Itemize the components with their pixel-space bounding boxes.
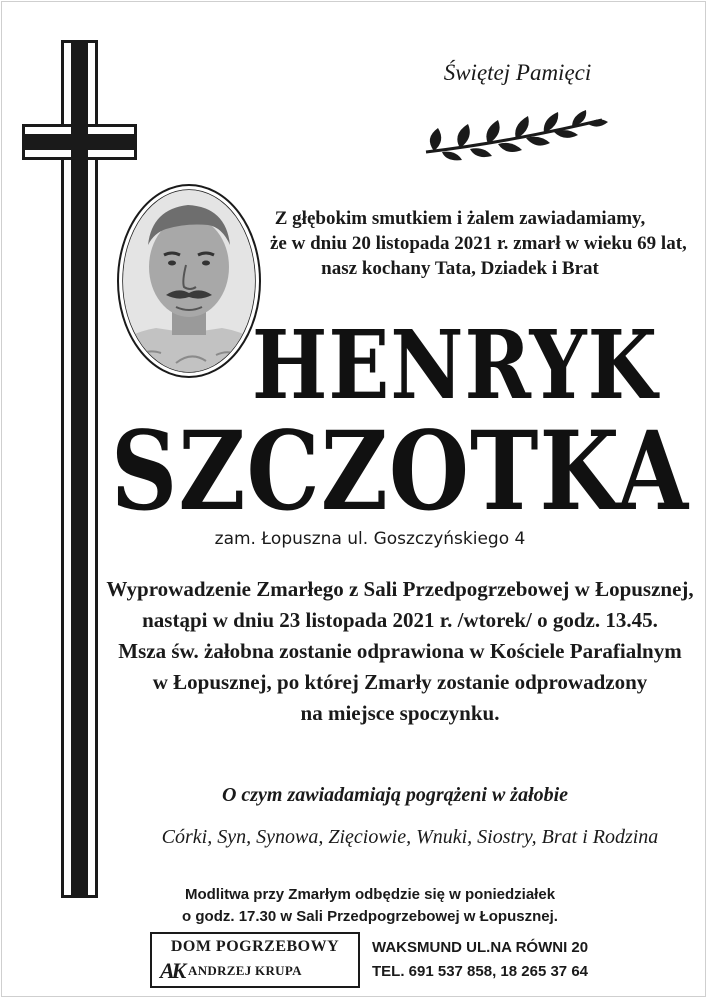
memory-heading: Świętej Pamięci <box>443 60 592 85</box>
cross-vertical-bar <box>71 40 88 898</box>
announcement-line: Z głębokim smutkiem i żalem zawiadamiamy, <box>274 208 646 229</box>
laurel-branch-icon <box>420 108 610 164</box>
announcement-line: nasz kochany Tata, Dziadek i Brat <box>321 258 599 279</box>
ceremony-line: nastąpi w dniu 23 listopada 2021 r. /wtorek/ o godz. 13.45. <box>142 608 658 632</box>
ceremony-line: Msza św. żałobna zostanie odprawiona w Kościele Parafialnym <box>118 639 682 663</box>
prayer-line: o godz. 17.30 w Sali Przedpogrzebowej w Łopusznej. <box>182 908 558 925</box>
prayer-info <box>150 884 590 928</box>
ceremony-details <box>90 574 709 729</box>
mourning-title: O czym zawiadamiają pogrążeni w żałobie <box>221 784 569 806</box>
mourners-list: Córki, Syn, Synowa, Zięciowie, Wnuki, Siostry, Brat i Rodzina <box>161 826 659 848</box>
announcement-line: że w dniu 20 listopada 2021 r. zmarł w wieku 69 lat, <box>270 233 687 254</box>
ceremony-line: na miejsce spoczynku. <box>300 701 500 725</box>
portrait-photo <box>116 183 262 379</box>
funeral-home-box <box>150 932 360 988</box>
funeral-home-contact <box>372 936 622 984</box>
deceased-last-name: SZCZOTKA <box>110 407 690 535</box>
announcement-text <box>270 206 687 281</box>
funeral-home-name: DOM POGRZEBOWY <box>170 938 340 955</box>
funeral-home-address: WAKSMUND UL.NA RÓWNI 20 <box>372 939 589 956</box>
cross-center <box>71 134 88 150</box>
deceased-address: zam. Łopuszna ul. Goszczyńskiego 4 <box>214 529 526 549</box>
funeral-home-owner: ANDRZEJ KRUPA <box>188 963 302 978</box>
funeral-home-logo: AK <box>160 958 184 983</box>
ceremony-line: w Łopusznej, po której Zmarły zostanie odprowadzony <box>152 670 648 694</box>
ceremony-line: Wyprowadzenie Zmarłego z Sali Przedpogrzebowej w Łopusznej, <box>106 577 694 601</box>
funeral-home-phone: TEL. 691 537 858, 18 265 37 64 <box>372 963 588 980</box>
prayer-line: Modlitwa przy Zmarłym odbędzie się w poniedziałek <box>184 886 556 903</box>
deceased-first-name: HENRYK <box>251 309 659 421</box>
